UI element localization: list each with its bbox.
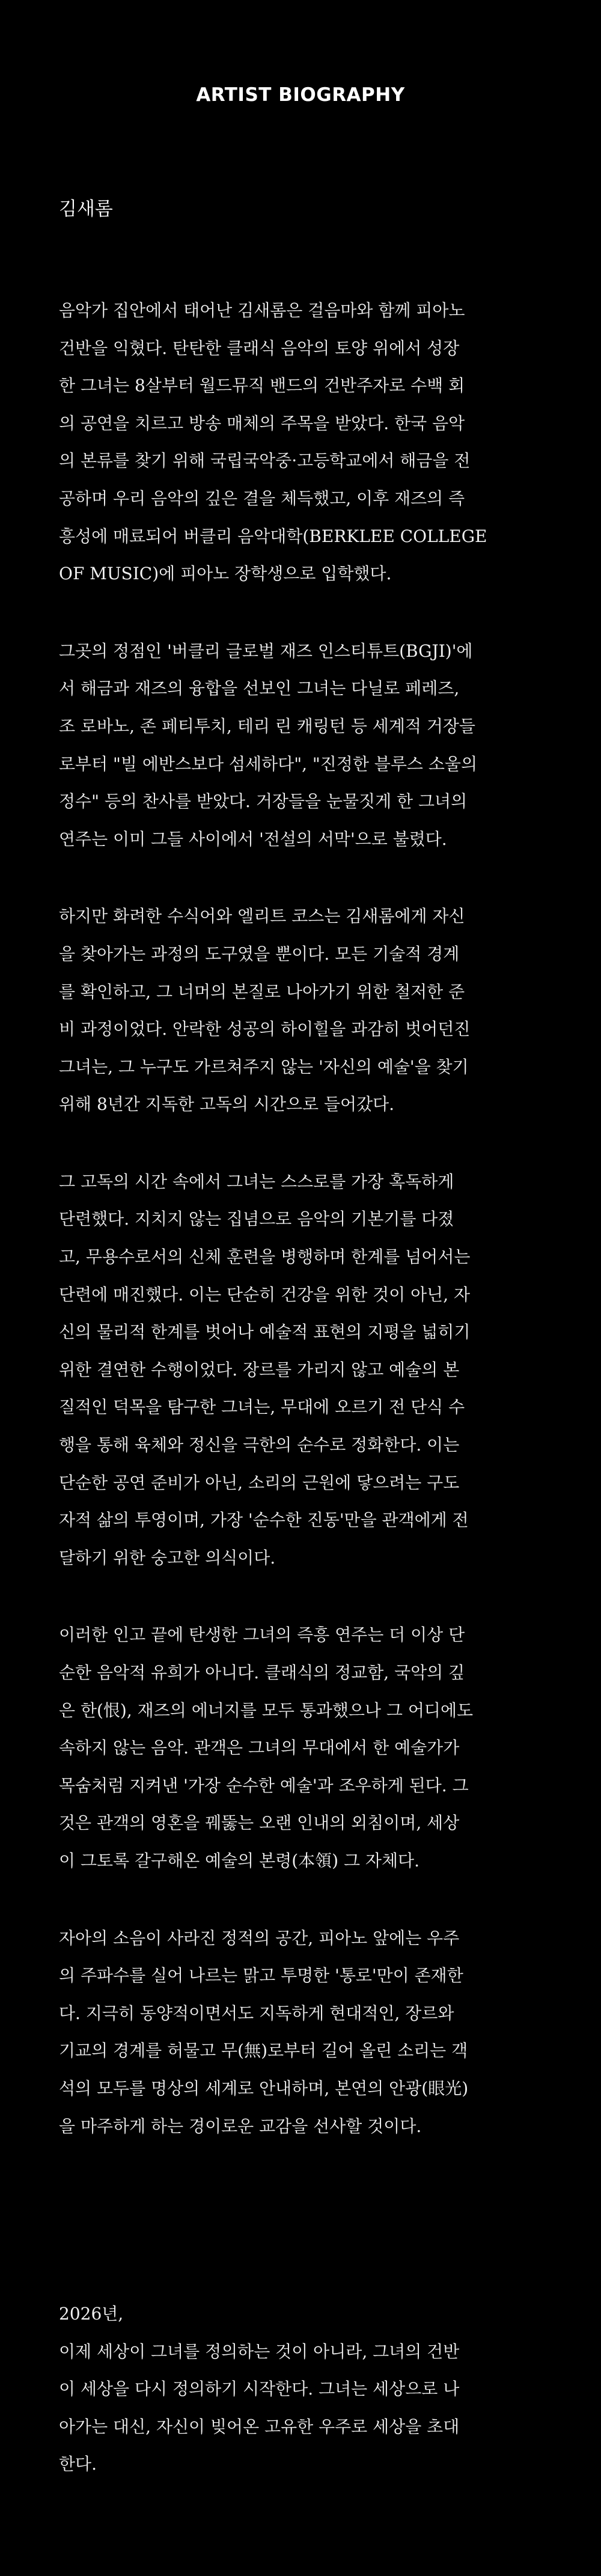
paragraph-line: 공하며 우리 음악의 깊은 결을 체득했고, 이후 재즈의 즉	[59, 488, 465, 508]
paragraph-line: 위한 결연한 수행이었다. 장르를 가리지 않고 예술의 본	[59, 1359, 460, 1380]
bio-paragraph	[59, 633, 543, 859]
paragraph-line: 다. 지극히 동양적이면서도 지독하게 현대적인, 장르와	[59, 2003, 454, 2023]
paragraph-line: 질적인 덕목을 탐구한 그녀는, 무대에 오르기 전 단식 수	[59, 1397, 465, 1417]
paragraph-line: 고, 무용수로서의 신체 훈련을 병행하며 한계를 넘어서는	[59, 1247, 471, 1267]
paragraph-line: 신의 물리적 한계를 벗어나 예술적 표현의 지평을 넓히기	[59, 1322, 471, 1342]
paragraph-line: 행을 통해 육체와 정신을 극한의 순수로 정화한다. 이는	[59, 1435, 460, 1455]
bio-paragraph	[59, 292, 543, 593]
paragraph-line: 단련에 매진했다. 이는 단순히 건강을 위한 것이 아닌, 자	[59, 1284, 471, 1305]
paragraph-line: 달하기 위한 숭고한 의식이다.	[59, 1547, 276, 1568]
closing-year: 2026년,	[59, 2304, 124, 2324]
paragraph-line: 연주는 이미 그들 사이에서 '전설의 서막'으로 불렸다.	[59, 829, 447, 849]
closing-line: 이 세상을 다시 정의하기 시작한다. 그녀는 세상으로 나	[59, 2379, 460, 2399]
paragraph-line: 이 그토록 갈구해온 예술의 본령(本領) 그 자체다.	[59, 1850, 419, 1871]
paragraph-line: 석의 모두를 명상의 세계로 안내하며, 본연의 안광(眼光)	[59, 2078, 469, 2098]
closing-line: 이제 세상이 그녀를 정의하는 것이 아니라, 그녀의 건반	[59, 2341, 460, 2361]
closing-section	[59, 2295, 543, 2483]
paragraph-line: OF MUSIC)에 피아노 장학생으로 입학했다.	[59, 564, 392, 584]
bio-paragraph	[59, 1920, 543, 2146]
bio-paragraph	[59, 1616, 543, 1880]
paragraph-line: 그곳의 정점인 '버클리 글로벌 재즈 인스티튜트(BGJI)'에	[59, 641, 473, 661]
paragraph-line: 속하지 않는 음악. 관객은 그녀의 무대에서 한 예술가가	[59, 1738, 460, 1758]
paragraph-line: 의 주파수를 실어 나르는 맑고 투명한 '통로'만이 존재한	[59, 1965, 463, 1986]
paragraph-line: 흥성에 매료되어 버클리 음악대학(BERKLEE COLLEGE	[59, 526, 487, 546]
paragraph-line: 음악가 집안에서 태어난 김새롬은 걸음마와 함께 피아노	[59, 300, 465, 320]
paragraph-line: 를 확인하고, 그 너머의 본질로 나아가기 위한 철저한 준	[59, 981, 465, 1002]
closing-line: 한다.	[59, 2454, 97, 2474]
paragraph-line: 서 해금과 재즈의 융합을 선보인 그녀는 다닐로 페레즈,	[59, 678, 460, 699]
paragraph-line: 자아의 소음이 사라진 정적의 공간, 피아노 앞에는 우주	[59, 1928, 460, 1948]
paragraph-line: 의 본류를 찾기 위해 국립국악중·고등학교에서 해금을 전	[59, 451, 471, 471]
paragraph-line: 그 고독의 시간 속에서 그녀는 스스로를 가장 혹독하게	[59, 1171, 454, 1192]
paragraph-line: 단련했다. 지치지 않는 집념으로 음악의 기본기를 다졌	[59, 1209, 454, 1229]
paragraph-line: 자적 삶의 투영이며, 가장 '순수한 진동'만을 관객에게 전	[59, 1510, 469, 1530]
paragraph-line: 로부터 "빌 에반스보다 섬세하다", "진정한 블루스 소울의	[59, 754, 477, 774]
paragraph-line: 건반을 익혔다. 탄탄한 클래식 음악의 토양 위에서 성장	[59, 338, 460, 358]
paragraph-line: 순한 음악적 유희가 아니다. 클래식의 정교함, 국악의 깊	[59, 1663, 465, 1682]
bio-paragraph	[59, 898, 543, 1124]
paragraph-line: 비 과정이었다. 안락한 성공의 하이힐을 과감히 벗어던진	[59, 1019, 471, 1040]
closing-line: 아가는 대신, 자신이 빚어온 고유한 우주로 세상을 초대	[59, 2416, 460, 2437]
artist-name: 김새롬	[59, 198, 113, 220]
paragraph-line: 기교의 경계를 허물고 무(無)로부터 길어 올린 소리는 객	[59, 2041, 468, 2061]
paragraph-line: 것은 관객의 영혼을 꿰뚫는 오랜 인내의 외침이며, 세상	[59, 1813, 460, 1833]
paragraph-line: 한 그녀는 8살부터 월드뮤직 밴드의 건반주자로 수백 회	[59, 376, 465, 396]
paragraph-line: 의 공연을 치르고 방송 매체의 주목을 받았다. 한국 음악	[59, 413, 465, 433]
paragraph-line: 단순한 공연 준비가 아닌, 소리의 근원에 닿으려는 구도	[59, 1472, 460, 1493]
paragraph-line: 그녀는, 그 누구도 가르쳐주지 않는 '자신의 예술'을 찾기	[59, 1056, 469, 1077]
paragraph-line: 이러한 인고 끝에 탄생한 그녀의 즉흥 연주는 더 이상 단	[59, 1625, 465, 1645]
paragraph-line: 목숨처럼 지켜낸 '가장 순수한 예술'과 조우하게 된다. 그	[59, 1775, 469, 1795]
bio-paragraph	[59, 1163, 543, 1577]
biography-body	[59, 292, 543, 2185]
paragraph-line: 을 찾아가는 과정의 도구였을 뿐이다. 모든 기술적 경계	[59, 943, 460, 964]
paragraph-line: 위해 8년간 지독한 고독의 시간으로 들어갔다.	[59, 1094, 395, 1115]
paragraph-line: 하지만 화려한 수식어와 엘리트 코스는 김새롬에게 자신	[59, 906, 465, 927]
paragraph-line: 은 한(恨), 재즈의 에너지를 모두 통과했으나 그 어디에도	[59, 1700, 474, 1720]
page-title: ARTIST BIOGRAPHY	[196, 84, 405, 106]
paragraph-line: 조 로바노, 존 페티투치, 테리 린 캐링턴 등 세계적 거장들	[59, 716, 475, 736]
paragraph-line: 정수" 등의 찬사를 받았다. 거장들을 눈물짓게 한 그녀의	[59, 791, 468, 812]
closing-text	[59, 2333, 543, 2483]
paragraph-line: 을 마주하게 하는 경이로운 교감을 선사할 것이다.	[59, 2116, 422, 2136]
